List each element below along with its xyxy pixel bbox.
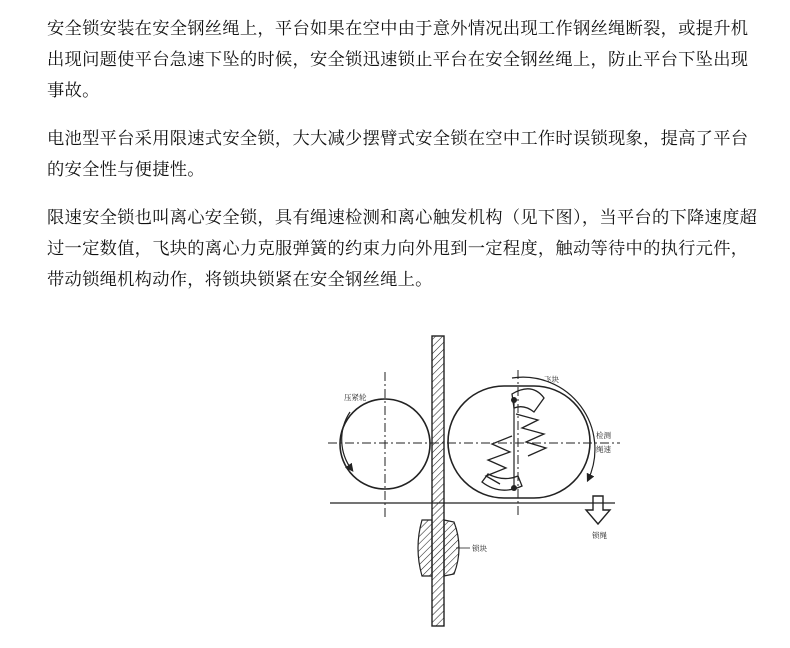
lock-block-left	[418, 520, 432, 576]
steel-rope	[432, 336, 444, 626]
paragraph-2: 电池型平台采用限速式安全锁，大大减少摆臂式安全锁在空中工作时误锁现象，提高了平台的安全性与便捷性。	[47, 129, 749, 180]
down-arrow-icon	[586, 496, 610, 524]
label-lock-block: 锁块	[472, 544, 487, 553]
label-lock-rope: 锁绳	[592, 531, 607, 540]
label-pressure-wheel: 压紧轮	[344, 393, 367, 402]
centrifugal-lock-diagram	[300, 330, 640, 630]
lower-pivot	[511, 485, 517, 491]
label-flyweight: 飞块	[544, 375, 559, 384]
label-rope-speed: 绳速	[596, 445, 611, 454]
upper-spring	[516, 414, 546, 456]
detection-wheel	[448, 386, 590, 498]
label-detect: 检测	[596, 431, 611, 440]
paragraph-3: 限速安全锁也叫离心安全锁，具有绳速检测和离心触发机构（见下图），当平台的下降速度超过一定数值，飞块的离心力克服弹簧的约束力向外甩到一定程度，触动等待中的执行元件，带动锁绳机构动作，将锁块锁紧在安全钢丝绳上。	[47, 208, 758, 290]
paragraph-1: 安全锁安装在安全钢丝绳上，平台如果在空中由于意外情况出现工作钢丝绳断裂，或提升机出现问题使平台急速下坠的时候，安全锁迅速锁止平台在安全钢丝绳上，防止平台下坠出现事故。	[47, 19, 749, 101]
